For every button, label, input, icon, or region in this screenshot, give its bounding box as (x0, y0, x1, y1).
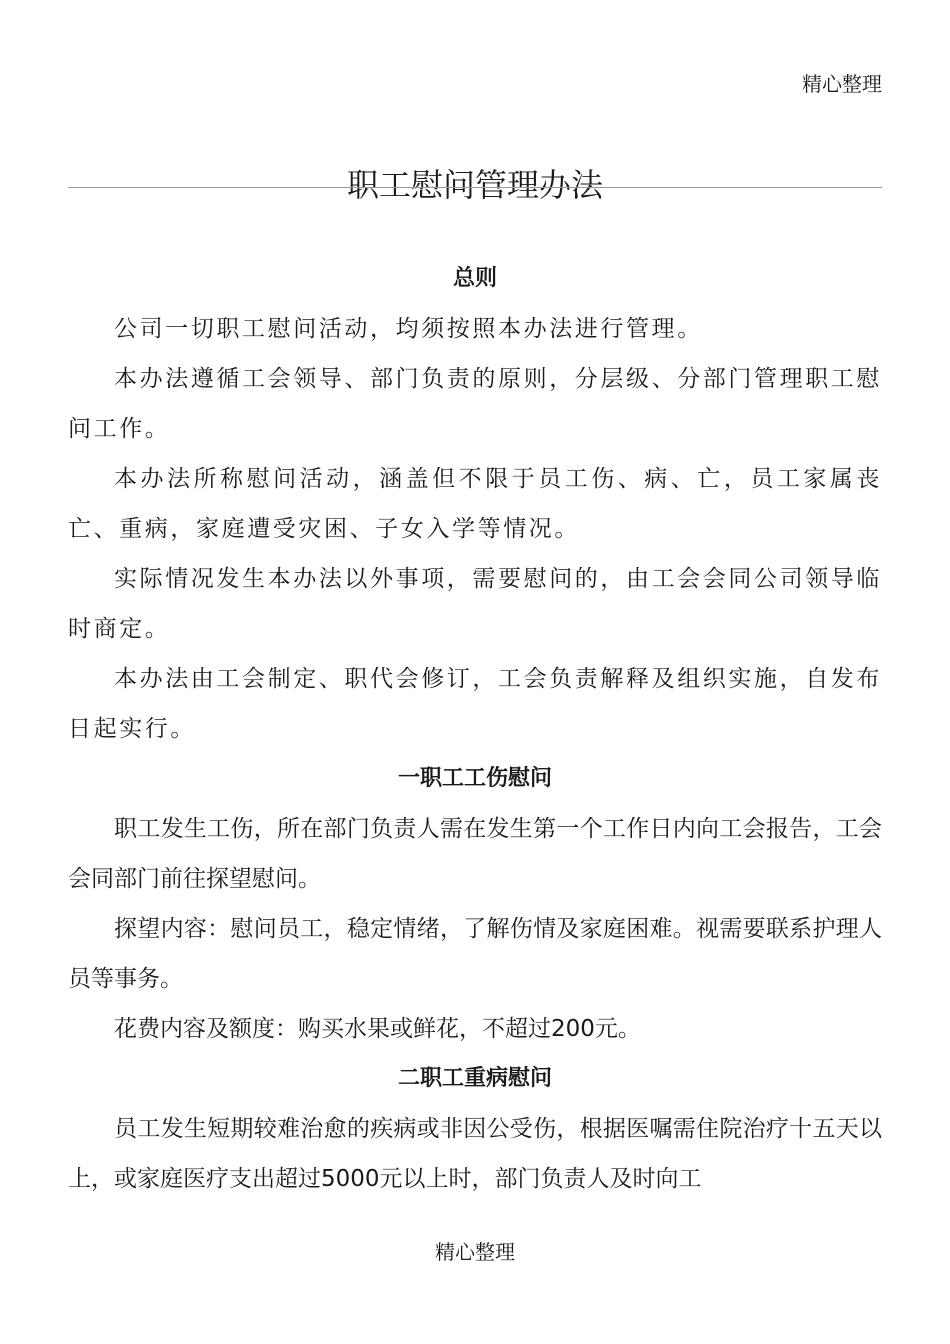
document-title: 职工慰问管理办法 (346, 166, 603, 205)
section-heading-serious-illness: 二职工重病慰问 (397, 1066, 552, 1091)
paragraph: 探望内容：慰问员工，稳定情绪，了解伤情及家庭困难。视需要联系护理人员等事务。 (68, 916, 882, 992)
paragraph: 本办法所称慰问活动，涵盖但不限于员工伤、病、亡，员工家属丧亡、重病，家庭遭受灾困、子女入学等情况。 (68, 466, 882, 542)
paragraph: 职工发生工伤，所在部门负责人需在发生第一个工作日内向工会报告，工会会同部门前往探望慰问。 (68, 816, 882, 892)
header-watermark: 精心整理 (802, 72, 882, 96)
paragraph: 实际情况发生本办法以外事项，需要慰问的，由工会会同公司领导临时商定。 (68, 566, 882, 642)
paragraph: 本办法由工会制定、职代会修订，工会负责解释及组织实施，自发布日起实行。 (68, 666, 882, 742)
title-divider (68, 187, 882, 188)
paragraph: 员工发生短期较难治愈的疾病或非因公受伤，根据医嘱需住院治疗十五天以上，或家庭医疗支出超过5000元以上时，部门负责人及时向工 (68, 1116, 882, 1192)
paragraph: 本办法遵循工会领导、部门负责的原则，分层级、分部门管理职工慰问工作。 (68, 366, 882, 442)
section-heading-work-injury: 一职工工伤慰问 (397, 766, 552, 791)
paragraph: 公司一切职工慰问活动，均须按照本办法进行管理。 (114, 316, 703, 342)
document-body (68, 254, 882, 1204)
footer-watermark: 精心整理 (435, 1240, 515, 1264)
section-heading-general: 总则 (452, 266, 497, 291)
paragraph: 花费内容及额度：购买水果或鲜花，不超过200元。 (114, 1016, 641, 1042)
